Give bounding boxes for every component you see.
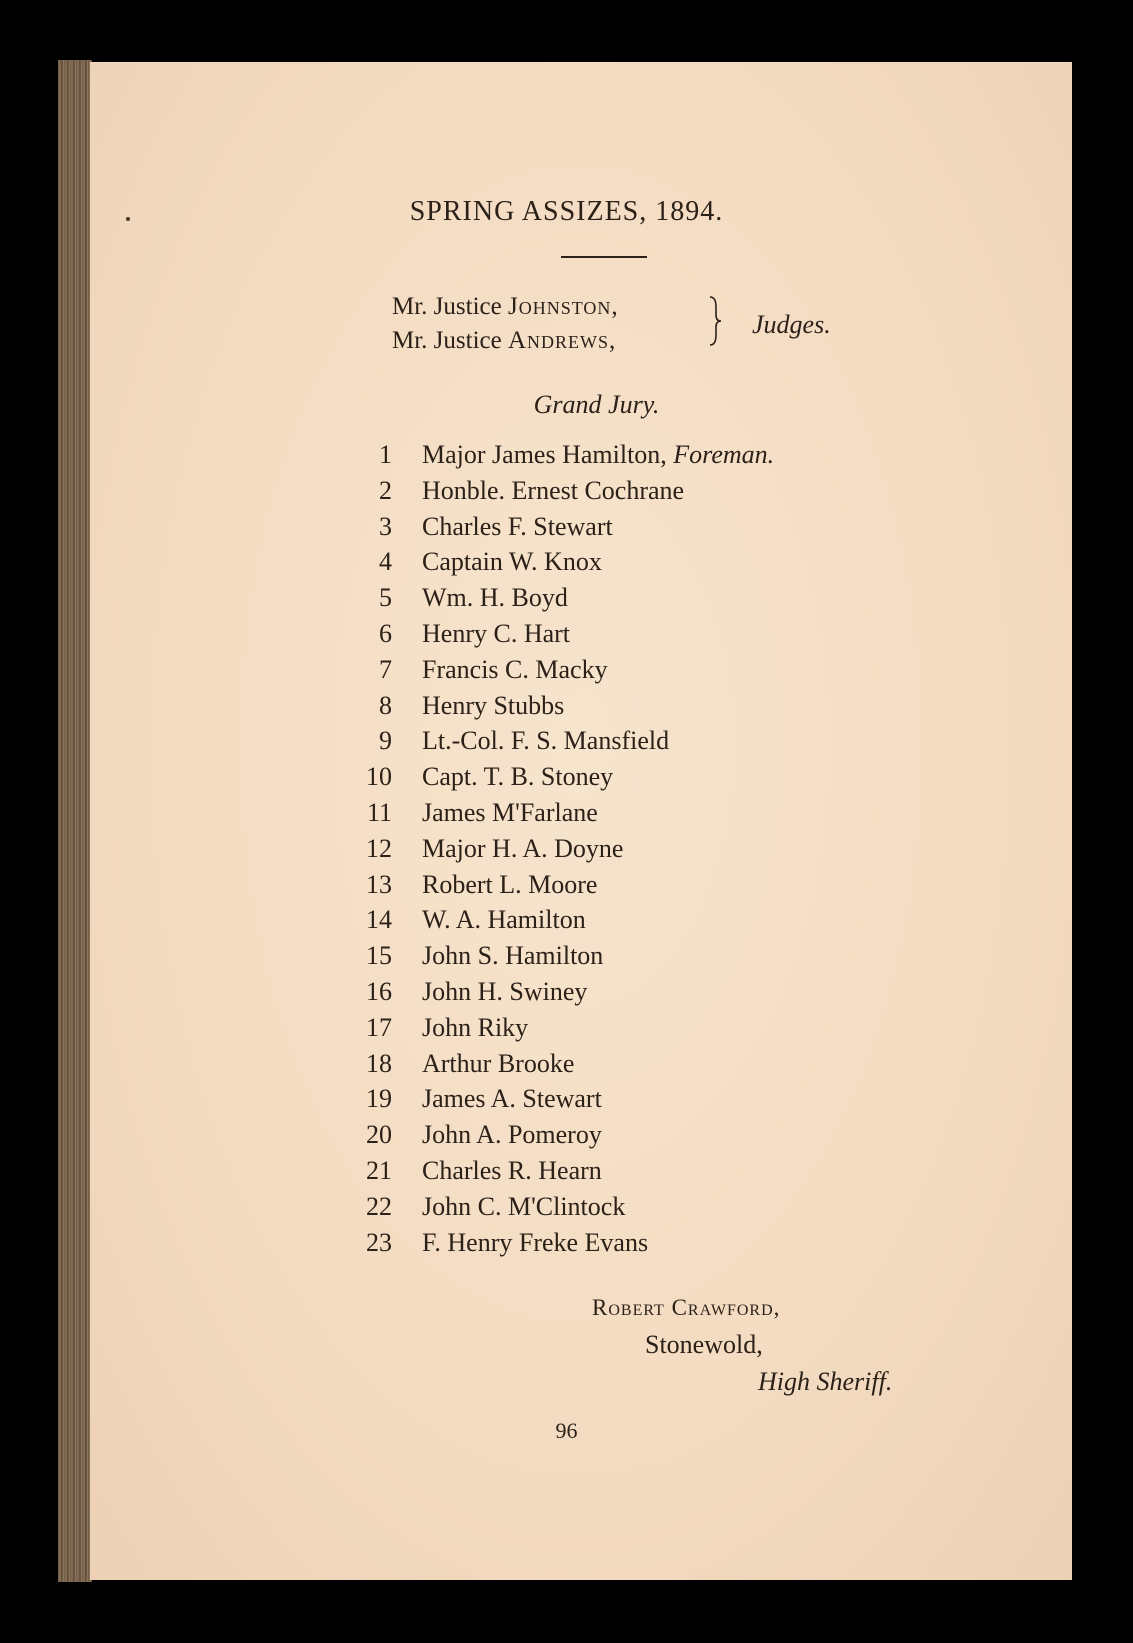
jury-member-number: 21 [366,1155,392,1185]
jury-member-name [422,1156,602,1186]
jury-member-name-text: Francis C. Macky [422,654,608,684]
jury-member-name-text: Major H. A. Doyne [422,833,624,863]
jury-member-name-text: Charles F. Stewart [422,511,613,541]
jury-member-name-text: James M'Farlane [422,797,598,827]
judge-prefix: Mr. Justice [392,293,508,320]
jury-member-number: 10 [366,762,392,792]
jury-member-number: 1 [379,440,392,469]
jury-member-name-text: Major James Hamilton, [422,440,674,469]
jury-member-number: 12 [366,833,392,863]
jury-member-name [422,870,597,900]
jury-member-number: 6 [379,618,392,648]
jury-member-name-text: W. A. Hamilton [422,905,586,935]
book-page-edges [58,60,92,1582]
jury-member-number: 9 [379,726,392,756]
jury-member-number: 11 [366,797,392,827]
jury-member-name-text: Honble. Ernest Cochrane [422,475,685,505]
jury-member-name-text: F. Henry Freke Evans [422,1227,649,1257]
jury-member-name [422,977,587,1007]
jury-member-number: 8 [379,690,392,720]
jury-member-name-text: Captain W. Knox [422,547,602,577]
jury-member-name [422,476,684,506]
jury-member-name [422,691,564,721]
judge-name: Johnston, [507,293,619,320]
jury-member-name [422,798,598,828]
judge-line-1 [392,293,619,321]
jury-member-number: 4 [379,547,392,577]
jury-member-name [422,583,568,613]
jury-member-number: 17 [366,1012,392,1042]
jury-member-name [422,1049,574,1079]
jury-member-name [422,1084,602,1114]
page-title: SPRING ASSIZES, 1894. [409,196,724,227]
jury-member-name-text: Henry Stubbs [422,690,565,720]
jury-member-name-text: John Riky [422,1012,529,1042]
jury-member-name [422,905,586,935]
jury-member-number: 18 [366,1048,392,1078]
jury-member-name-text: Arthur Brooke [422,1048,575,1078]
jury-member-number: 14 [366,905,392,935]
jury-member-number: 5 [379,583,392,613]
jury-member-number: 19 [366,1084,392,1114]
jury-member-name [422,726,669,756]
judges-label: Judges. [752,310,831,339]
jury-member-number: 23 [366,1227,392,1257]
jury-member-role: Foreman. [673,440,775,469]
jury-member-name-text: John C. M'Clintock [422,1191,626,1221]
jury-member-name [422,834,623,864]
jury-member-number: 16 [366,976,392,1006]
jury-member-name-text: James A. Stewart [422,1084,602,1114]
jury-member-name-text: Charles R. Hearn [422,1155,602,1185]
sheriff-name: Robert Crawford, [592,1295,781,1320]
jury-member-name [422,440,774,470]
jury-member-name-text: John A. Pomeroy [422,1120,602,1150]
jury-member-name-text: Robert L. Moore [422,869,598,899]
jury-member-name-text: Henry C. Hart [422,618,571,648]
jury-member-name [422,762,613,792]
sheriff-office: High Sheriff. [758,1367,893,1396]
jury-member-name [422,1120,602,1150]
jury-member-name [422,1013,528,1043]
jury-member-name-text: John H. Swiney [422,976,588,1006]
judge-prefix: Mr. Justice [392,327,508,354]
jury-member-name-text: Lt.-Col. F. S. Mansfield [422,726,670,756]
judge-name: Andrews, [507,327,617,354]
jury-member-number: 13 [366,869,392,899]
title-rule [561,256,647,258]
jury-member-name-text: John S. Hamilton [422,941,604,971]
grand-jury-heading: Grand Jury. [533,390,660,419]
jury-member-name [422,655,608,685]
jury-member-name-text: Wm. H. Boyd [422,583,568,613]
jury-member-name [422,512,613,542]
jury-member-name [422,1192,625,1222]
jury-member-number: 3 [379,511,392,541]
page-number: 96 [555,1418,578,1443]
jury-member-name [422,547,602,577]
jury-member-name-text: Capt. T. B. Stoney [422,762,614,792]
jury-member-number: 2 [379,475,392,505]
sheriff-residence: Stonewold, [645,1330,763,1359]
jury-member-name [422,1228,648,1258]
jury-member-name [422,619,570,649]
jury-member-name [422,941,603,971]
jury-member-number: 20 [366,1120,392,1150]
judge-line-2 [392,327,616,355]
jury-member-number: 22 [366,1191,392,1221]
jury-member-number: 15 [366,941,392,971]
jury-member-number: 7 [379,654,392,684]
brace-icon [708,295,722,347]
